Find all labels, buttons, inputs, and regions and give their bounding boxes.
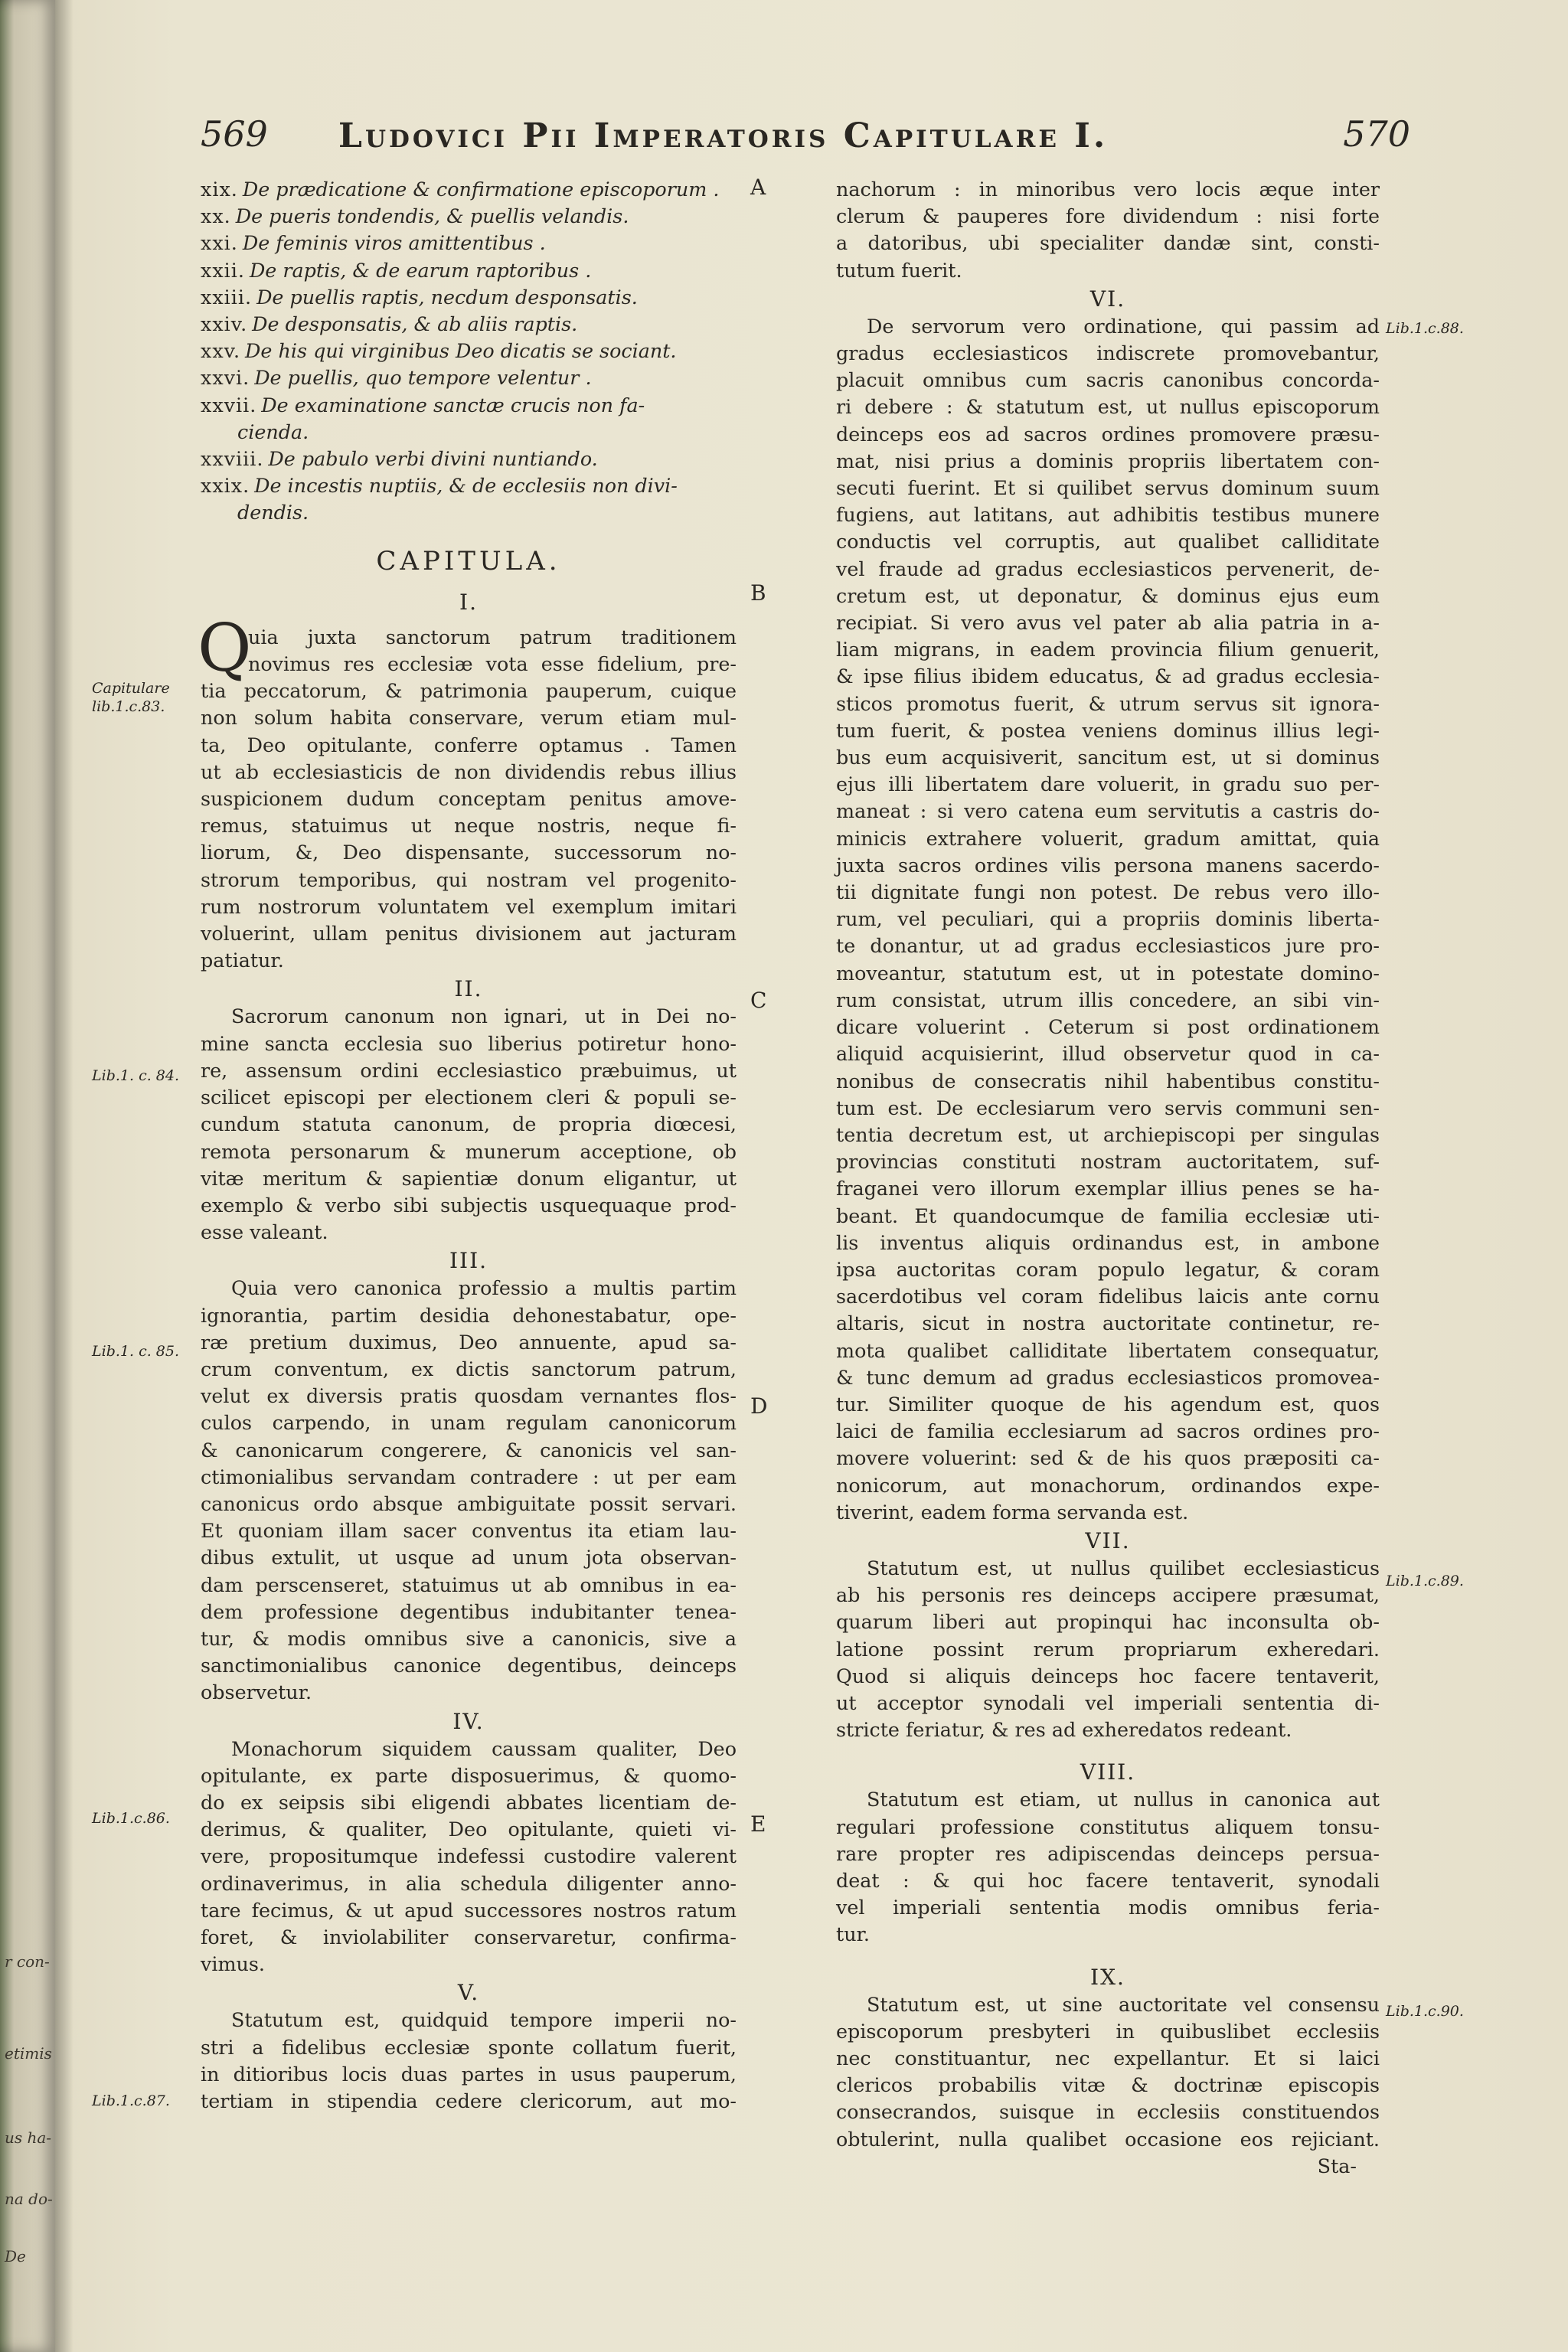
text-line: Statutum est, quidquid tempore imperii no- <box>231 2008 737 2032</box>
margin-note: Capitulare <box>92 680 170 697</box>
text-line: & canonicarum congerere, & canonicis vel san- <box>201 1438 737 1462</box>
text-line: cundum statuta canonum, de propria diœcesi, <box>201 1112 737 1136</box>
text-line: Sacrorum canonum non ignari, ut in Dei no- <box>231 1004 737 1028</box>
paragraph <box>836 1991 1380 2153</box>
margin-note: Lib.1. c. 84. <box>92 1067 179 1084</box>
paragraph <box>201 624 737 975</box>
text-line: remota personarum & munerum acceptione, ob <box>201 1139 737 1163</box>
section-letter: A <box>750 175 766 200</box>
text-line: novimus res ecclesiæ vota esse fidelium, pre- <box>248 652 737 676</box>
prev-page-fragment: na do- <box>5 2190 53 2208</box>
text-line: juxta sacros ordines vilis persona manens sacerdo- <box>836 853 1380 877</box>
text-line: vimus. <box>201 1952 265 1976</box>
text-line: tiverint, eadem forma servanda est. <box>836 1500 1189 1524</box>
text-line: Et quoniam illam sacer conventus ita etiam lau- <box>201 1519 737 1543</box>
text-line: ut acceptor synodali vel imperiali sententia di- <box>836 1690 1380 1714</box>
paragraph <box>836 313 1380 1526</box>
text-line: in ditioribus locis duas partes in usus pauperum, <box>201 2062 737 2086</box>
chapter-1-text <box>198 609 737 975</box>
text-line: nachorum : in minoribus vero locis æque inter <box>836 178 1380 201</box>
text-line: deat : & qui hoc facere tentaverit, synodali <box>836 1868 1380 1892</box>
text-line: fraganei vero illorum exemplar illius penes se ha- <box>836 1177 1380 1200</box>
text-line: stricte feriatur, & res ad exheredatos redeant. <box>836 1718 1292 1742</box>
paragraph <box>836 1555 1380 1743</box>
text-line: re, assensum ordini ecclesiastico præbuimus, ut <box>201 1058 737 1082</box>
toc-entry: xxi. De feminis viros amittentibus . <box>201 231 546 255</box>
text-line: rare propter res adipiscendas deinceps persua- <box>836 1841 1380 1865</box>
text-line: Statutum est etiam, ut nullus in canonica aut <box>867 1788 1380 1811</box>
text-line: Monachorum siquidem caussam qualiter, Deo <box>231 1736 737 1760</box>
page-number-left: 569 <box>201 113 268 155</box>
toc-entry: xxix. De incestis nuptiis, & de ecclesiis non divi- <box>201 474 678 498</box>
text-line: ignorantia, partim desidia dehonestabatur, ope- <box>201 1303 737 1327</box>
drop-capital: Q <box>198 609 252 687</box>
text-line: latione possint rerum propriarum exheredari. <box>836 1637 1380 1661</box>
chapter-number: VII. <box>1085 1527 1131 1553</box>
text-line: dem professione degentibus indubitanter tenea- <box>201 1599 737 1623</box>
text-line: altaris, sicut in nostra auctoritate continetur, re- <box>836 1312 1380 1335</box>
text-line: strorum temporibus, qui nostram vel progenito- <box>201 867 737 891</box>
running-title: Ludovici Pii Imperatoris Capitulare I. <box>338 116 1109 155</box>
text-line: ab his personis res deinceps accipere præsumat, <box>836 1583 1380 1607</box>
text-line: velut ex diversis pratis quosdam vernantes flos- <box>201 1384 737 1408</box>
toc-entry: xxvii. De examinatione sanctæ crucis non fa- <box>201 393 645 416</box>
toc-entry-continuation: dendis. <box>237 501 309 524</box>
text-line: sanctimonialibus canonice degentibus, deinceps <box>201 1654 737 1677</box>
text-line: stri a fidelibus ecclesiæ sponte collatum fuerit, <box>201 2035 737 2059</box>
text-line: culos carpendo, in unam regulam canonicorum <box>201 1411 737 1435</box>
text-line: observetur. <box>201 1681 312 1704</box>
text-line: rum nostrorum voluntatem vel exemplum imitari <box>201 894 737 918</box>
text-line: De servorum vero ordinatione, qui passim ad <box>867 314 1380 338</box>
text-line: do ex seipsis sibi eligendi abbates licentiam de- <box>201 1790 737 1814</box>
toc-entry: xix. De prædicatione & confirmatione episcoporum . <box>201 178 720 201</box>
toc-entry: xxiii. De puellis raptis, necdum desponsatis. <box>201 285 638 309</box>
text-line: secuti fuerint. Et si quilibet servus dominum suum <box>836 476 1380 500</box>
text-line: Statutum est, ut nullus quilibet ecclesiasticus <box>867 1556 1380 1579</box>
margin-note: lib.1.c.83. <box>92 698 165 715</box>
capitula-heading: CAPITULA. <box>376 545 561 577</box>
section-letter: D <box>750 1393 768 1419</box>
text-line: ræ pretium duximus, Deo annuente, apud sa- <box>201 1330 737 1354</box>
text-line: & tunc demum ad gradus ecclesiasticos promovea- <box>836 1365 1380 1389</box>
chapter-number: IX. <box>1090 1964 1125 1990</box>
text-line: suspicionem dudum conceptam penitus amove- <box>201 787 737 811</box>
text-line: minicis extrahere voluerit, gradum amittat, quia <box>836 826 1380 850</box>
text-line: remus, statuimus ut neque nostris, neque fi- <box>201 814 737 838</box>
paragraph <box>836 1786 1380 1948</box>
text-line: tare fecimus, & ut apud successores nostros ratum <box>201 1898 737 1922</box>
text-line: rum, vel peculiari, qui a propriis dominis liberta- <box>836 907 1380 931</box>
text-line: derimus, & qualiter, Deo opitulante, quieti vi- <box>201 1818 737 1841</box>
text-line: Statutum est, ut sine auctoritate vel consensu <box>867 1992 1380 2016</box>
text-line: nonicorum, aut monachorum, ordinandos expe- <box>836 1473 1380 1497</box>
text-line: & ipse filius ibidem educatus, & ad gradus ecclesia- <box>836 665 1380 688</box>
page-number-right: 570 <box>1343 113 1410 155</box>
text-line: aliquid acquisierint, illud observetur quod in ca- <box>836 1042 1380 1066</box>
text-line: opitulante, ex parte disposuerimus, & quomo- <box>201 1763 737 1787</box>
text-line: fugiens, aut latitans, aut adhibitis testibus munere <box>836 503 1380 527</box>
text-line: tur. <box>836 1922 870 1946</box>
text-line: clerum & pauperes fore dividendum : nisi forte <box>836 204 1380 228</box>
chapter-number: VI. <box>1089 286 1126 312</box>
previous-page-edge <box>0 0 55 2352</box>
toc-entry: xxv. De his qui virginibus Deo dicatis se sociant. <box>201 339 677 363</box>
section-letter: E <box>750 1811 766 1837</box>
left-column <box>198 176 737 2115</box>
prev-page-fragment: De <box>5 2247 26 2265</box>
text-line: ordinaverimus, in alia schedula diligenter anno- <box>201 1871 737 1895</box>
text-line: sacerdotibus vel coram fidelibus laicis ante cornu <box>836 1285 1380 1308</box>
toc-entry-continuation: cienda. <box>237 420 309 443</box>
margin-note: Lib.1.c.87. <box>92 2092 170 2109</box>
text-line: episcoporum presbyteri in quibuslibet ecclesiis <box>836 2019 1380 2043</box>
prev-page-fragment: us ha- <box>5 2128 52 2147</box>
text-line: sticos promotus fuerit, & utrum servus sit ignora- <box>836 691 1380 715</box>
text-line: liorum, &, Deo dispensante, successorum no- <box>201 841 737 864</box>
text-line: tia peccatorum, & patrimonia pauperum, cuique <box>201 679 737 703</box>
text-line: nec constituantur, nec expellantur. Et si laici <box>836 2047 1380 2069</box>
text-line: mine sancta ecclesia suo liberius potiretur hono- <box>201 1031 737 1055</box>
margin-note: Lib.1.c.90. <box>1386 2003 1464 2020</box>
text-line: tentia decretum est, ut archiepiscopi per singulas <box>836 1122 1380 1146</box>
text-line: dicare voluerint . Ceterum si post ordinationem <box>836 1015 1380 1039</box>
text-line: ejus illi libertatem dare voluerit, in gradu suo per- <box>836 773 1380 796</box>
text-line: esse valeant. <box>201 1220 328 1244</box>
paragraph <box>836 176 1380 284</box>
gutter-shadow <box>55 0 74 2352</box>
chapter-number: IV. <box>452 1708 485 1734</box>
text-line: vitæ meritum & sapientiæ donum eligantur, ut <box>201 1166 737 1190</box>
text-line: vere, propositumque indefessi custodire valerent <box>201 1844 737 1868</box>
text-line: dam perscenseret, statuimus ut ab omnibus in ea- <box>201 1573 737 1596</box>
chapter-number: V. <box>457 1980 480 2006</box>
text-line: crum conventum, ex dictis sanctorum patrum, <box>201 1357 737 1380</box>
paragraph <box>201 2007 737 2115</box>
text-line: non solum habita conservare, verum etiam mul- <box>201 706 737 730</box>
text-line: gradus ecclesiasticos indiscrete promovebantur, <box>836 341 1380 365</box>
prev-page-fragment: etimis <box>5 2044 52 2063</box>
text-line: tutum fuerit. <box>836 258 962 282</box>
text-line: cretum est, ut deponatur, & dominus ejus eum <box>836 583 1380 607</box>
text-line: quarum liberi aut propinqui hac inconsulta ob- <box>836 1610 1380 1634</box>
text-line: obtulerint, nulla qualibet occasione eos rejiciant. <box>836 2127 1380 2151</box>
text-line: Quia vero canonica professio a multis partim <box>231 1276 737 1300</box>
paragraph <box>201 1275 737 1706</box>
text-line: te donantur, ut ad gradus ecclesiasticos jure pro- <box>836 934 1380 958</box>
text-line: tur, & modis omnibus sive a canonicis, sive a <box>201 1626 737 1650</box>
text-line: vel fraude ad gradus ecclesiasticos pervenerit, de- <box>836 557 1380 580</box>
margin-note: Lib.1.c.89. <box>1386 1573 1464 1589</box>
text-line: patiatur. <box>201 949 284 972</box>
paragraph <box>201 1003 737 1246</box>
book-page <box>55 0 1568 2352</box>
paragraph <box>201 1736 737 1978</box>
text-line: vel imperiali sententia modis omnibus feria- <box>836 1896 1380 1919</box>
text-line: tii dignitate fungi non potest. De rebus vero illo- <box>836 880 1380 904</box>
text-line: mat, nisi prius a dominis propriis libertatem con- <box>836 449 1380 472</box>
text-line: uia juxta sanctorum patrum traditionem <box>248 625 737 648</box>
section-letter: C <box>750 988 767 1013</box>
text-line: movere voluerint: sed & de his quos præpositi ca- <box>836 1446 1380 1470</box>
text-line: provincias constituti nostram auctoritatem, suf- <box>836 1150 1380 1174</box>
text-line: regulari professione constitutus aliquem tonsu- <box>836 1815 1380 1838</box>
text-line: scilicet episcopi per electionem cleri & populi se- <box>201 1086 737 1109</box>
chapter-number: VIII. <box>1080 1759 1136 1785</box>
text-line: laici de familia ecclesiarum ad sacros ordines pro- <box>836 1419 1380 1443</box>
text-line: consecrandos, suisque in ecclesiis constituendos <box>836 2100 1380 2124</box>
text-line: foret, & inviolabiliter conservaretur, confirma- <box>201 1925 737 1949</box>
text-line: placuit omnibus cum sacris canonibus concorda- <box>836 368 1380 392</box>
text-line: tum fuerit, & postea veniens dominus illius legi- <box>836 718 1380 742</box>
catchword: Sta- <box>1317 2154 1357 2177</box>
text-line: tur. Similiter quoque de his agendum est, quos <box>836 1392 1380 1416</box>
text-line: deinceps eos ad sacros ordines promovere præsu- <box>836 422 1380 446</box>
running-header <box>201 113 1410 167</box>
text-line: moveantur, statutum est, ut in potestate domino- <box>836 961 1380 985</box>
text-line: Quod si aliquis deinceps hoc facere tentaverit, <box>836 1664 1380 1687</box>
toc-entry: xxvi. De puellis, quo tempore velentur . <box>201 366 592 390</box>
text-line: tum est. De ecclesiarum vero servis communi sen- <box>836 1096 1380 1119</box>
section-letter: B <box>750 580 766 606</box>
text-line: lis inventus aliquis ordinandus est, in ambone <box>836 1230 1380 1254</box>
margin-note: Lib.1.c.88. <box>1386 320 1464 337</box>
text-line: ipsa auctoritas coram populo legatur, & coram <box>836 1257 1380 1281</box>
text-line: recipiat. Si vero avus vel pater ab alia patria in a- <box>836 611 1380 635</box>
text-line: tertiam in stipendia cedere clericorum, aut mo- <box>201 2089 737 2112</box>
text-line: beant. Et quandocumque de familia ecclesiæ uti- <box>836 1204 1380 1227</box>
chapter-number: II. <box>454 976 483 1002</box>
text-line: ut ab ecclesiasticis de non dividendis rebus illius <box>201 760 737 783</box>
text-line: dibus extulit, ut usque ad unum jota observan- <box>201 1546 737 1570</box>
text-line: ri debere : & statutum est, ut nullus episcoporum <box>836 395 1380 419</box>
toc-entry: xxviii. De pabulo verbi divini nuntiando. <box>201 447 598 471</box>
text-line: clericos probabilis vitæ & doctrinæ episcopis <box>836 2073 1380 2097</box>
text-line: voluerint, ullam penitus divisionem aut jacturam <box>201 922 737 946</box>
toc-entry: xx. De pueris tondendis, & puellis velandis. <box>201 204 629 228</box>
text-line: maneat : si vero catena eum servitutis a castris do- <box>836 799 1380 823</box>
text-line: mota qualibet calliditate libertatem consequatur, <box>836 1338 1380 1362</box>
text-line: liam migrans, in eadem provincia filium genuerit, <box>836 638 1380 662</box>
table-of-contents <box>201 176 737 527</box>
chapter-number: I. <box>459 589 478 615</box>
margin-note: Lib.1.c.86. <box>92 1810 170 1827</box>
text-line: nonibus de consecratis nihil habentibus constitu- <box>836 1069 1380 1093</box>
margin-note: Lib.1. c. 85. <box>92 1343 179 1360</box>
text-line: ctimonialibus servandam contradere : ut per eam <box>201 1465 737 1488</box>
right-column <box>836 176 1380 2180</box>
chapter-number: III. <box>449 1248 488 1274</box>
text-line: bus eum acquisiverit, sancitum est, ut si dominus <box>836 746 1380 769</box>
text-line: ta, Deo opitulante, conferre optamus . Tamen <box>201 733 737 756</box>
prev-page-fragment: r con- <box>5 1952 50 1971</box>
toc-entry: xxiv. De desponsatis, & ab aliis raptis. <box>201 312 578 336</box>
toc-entry: xxii. De raptis, & de earum raptoribus . <box>201 258 592 282</box>
text-line: exemplo & verbo sibi subjectis usquequaque prod- <box>201 1193 737 1217</box>
text-line: canonicus ordo absque ambiguitate possit servari. <box>201 1491 737 1515</box>
text-line: rum consistat, utrum illis concedere, an sibi vin- <box>836 988 1380 1011</box>
text-line: a datoribus, ubi specialiter dandæ sint, consti- <box>836 231 1380 255</box>
text-line: conductis vel corruptis, aut qualibet calliditate <box>836 530 1380 554</box>
